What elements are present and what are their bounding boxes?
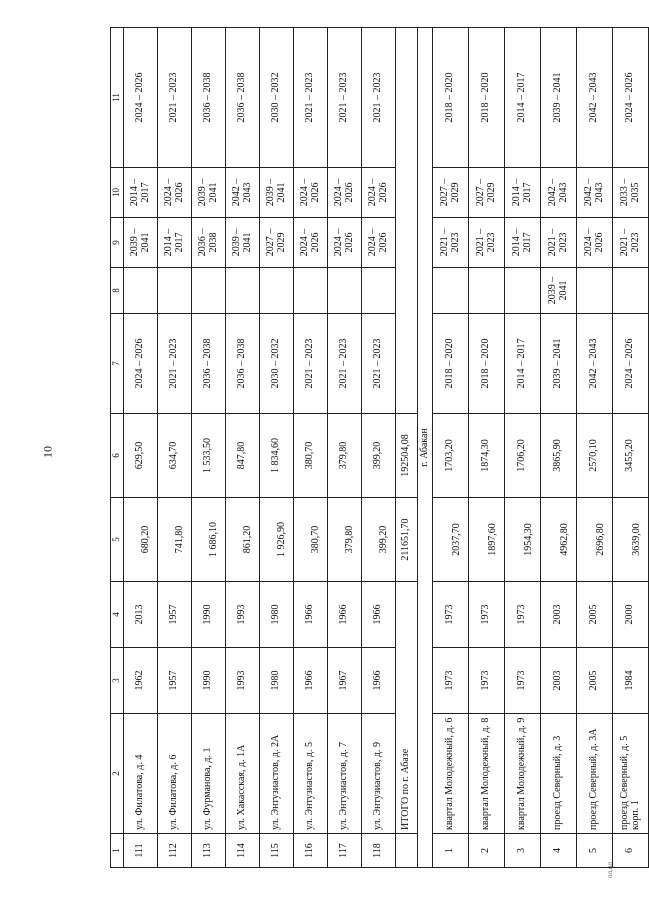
table-row [192,28,226,868]
cell-c8 [158,268,192,314]
cell-c5: 741,80 [158,498,192,582]
cell-addr: ул. Энтузиастов, д. 2А [260,714,294,834]
cell-c5: 1954,30 [505,498,541,582]
cell-c7: 2036 – 2038 [226,314,260,414]
cell-c11: 2018 – 2020 [433,28,469,168]
cell-c9: 2021 – 2023 [469,218,505,268]
column-header: 11 [111,28,124,168]
cell-c9: 2014 – 2017 [158,218,192,268]
cell-c3: 1993 [226,648,260,714]
cell-c4: 1966 [362,582,396,648]
table-row [613,28,649,868]
cell-c5: 399,20 [362,498,396,582]
cell-c11: 2024 – 2026 [124,28,158,168]
cell-c7: 2036 – 2038 [192,314,226,414]
cell-c3: 1973 [433,648,469,714]
cell-c5: 4962,80 [541,498,577,582]
table-row [469,28,505,868]
cell-c6: 1703,20 [433,414,469,498]
cell-c6: 634,70 [158,414,192,498]
cell-addr: проезд Северный, д. 5 корп. 1 [613,714,649,834]
cell-c10: 2042 – 2043 [541,168,577,218]
section-title: г. Абакан [418,28,433,868]
column-header: 5 [111,498,124,582]
cell-c6: 399,20 [362,414,396,498]
cell-c8 [469,268,505,314]
table-header-row [111,28,124,868]
cell-c6: 1874,30 [469,414,505,498]
cell-c8 [124,268,158,314]
cell-c7: 2014 – 2017 [505,314,541,414]
cell-c10: 2024 – 2026 [158,168,192,218]
rotated-table-container [110,28,642,868]
cell-c6: 629,50 [124,414,158,498]
cell-c7: 2018 – 2020 [469,314,505,414]
cell-c10: 2024 – 2026 [328,168,362,218]
cell-c4: 1980 [260,582,294,648]
cell-n: 6 [613,834,649,868]
cell-n: 1 [433,834,469,868]
cell-c5: 2037,70 [433,498,469,582]
column-header: 4 [111,582,124,648]
cell-addr: проезд Северный, д. 3 [541,714,577,834]
cell-c8 [505,268,541,314]
cell-n: 116 [294,834,328,868]
cell-c7: 2030 – 2032 [260,314,294,414]
cell-c3: 1980 [260,648,294,714]
cell-c5: 861,20 [226,498,260,582]
cell-c11: 2036 – 2038 [226,28,260,168]
cell-c11: 2018 – 2020 [469,28,505,168]
column-header: 7 [111,314,124,414]
stamp-mark: ɑɑ,ɑɑ [606,861,614,879]
cell-c8 [433,268,469,314]
cell-c11: 2021 – 2023 [362,28,396,168]
cell-c3: 1966 [294,648,328,714]
cell-c9: 2039 – 2041 [124,218,158,268]
cell-c10: 2024 – 2026 [362,168,396,218]
cell-c9: 2024 – 2026 [577,218,613,268]
cell-c3: 2003 [541,648,577,714]
cell-c8 [613,268,649,314]
column-header: 10 [111,168,124,218]
cell-c8 [328,268,362,314]
cell-c5: 2696,80 [577,498,613,582]
page-number: 10 [40,446,55,458]
cell-addr: ул. Энтузиастов, д. 5 [294,714,328,834]
cell-c11: 2039 – 2041 [541,28,577,168]
cell-n: 113 [192,834,226,868]
cell-c4: 1973 [469,582,505,648]
cell-addr: ул. Хакасская, д. 1А [226,714,260,834]
cell-c3: 1966 [362,648,396,714]
cell-c10: 2039 – 2041 [260,168,294,218]
cell-c9: 2027 – 2029 [260,218,294,268]
cell-c11: 2024 – 2026 [613,28,649,168]
cell-c3: 1990 [192,648,226,714]
table-row [226,28,260,868]
cell-c9: 2024 – 2026 [362,218,396,268]
cell-n: 112 [158,834,192,868]
cell-c6: 2570,10 [577,414,613,498]
cell-c9: 2021 – 2023 [433,218,469,268]
cell-c4: 1990 [192,582,226,648]
table-row [433,28,469,868]
cell-c8 [226,268,260,314]
cell-c5: 1897,60 [469,498,505,582]
cell-c4: 2013 [124,582,158,648]
cell-c6: 1 533,50 [192,414,226,498]
section-row [418,28,433,868]
cell-c4: 1957 [158,582,192,648]
cell-c11: 2021 – 2023 [294,28,328,168]
table-row [328,28,362,868]
cell-c10: 2014 – 2017 [124,168,158,218]
cell-c10: 2033 – 2035 [613,168,649,218]
cell-c5: 379,80 [328,498,362,582]
cell-c8: 2039 – 2041 [541,268,577,314]
cell-c4: 2003 [541,582,577,648]
cell-c3: 1973 [505,648,541,714]
table-row [505,28,541,868]
total-row [396,28,418,868]
table-row [158,28,192,868]
cell-c10: 2014 – 2017 [505,168,541,218]
cell-addr: квартал Молодежный, д. 9 [505,714,541,834]
cell-c6: 380,70 [294,414,328,498]
cell-c10: 2042 – 2043 [577,168,613,218]
cell-n: 3 [505,834,541,868]
cell-c8 [260,268,294,314]
cell-n: 117 [328,834,362,868]
column-header: 3 [111,648,124,714]
cell-c3: 1957 [158,648,192,714]
cell-c6: 847,80 [226,414,260,498]
cell-c8 [577,268,613,314]
cell-c11: 2021 – 2023 [158,28,192,168]
total-area-total: 211651,70 [396,498,418,582]
cell-c4: 1973 [505,582,541,648]
cell-c4: 2005 [577,582,613,648]
cell-c3: 1984 [613,648,649,714]
cell-c6: 3865,90 [541,414,577,498]
cell-c4: 1966 [294,582,328,648]
cell-c4: 1966 [328,582,362,648]
cell-c11: 2036 – 2038 [192,28,226,168]
cell-c9: 2036 – 2038 [192,218,226,268]
column-header: 6 [111,414,124,498]
table-row [362,28,396,868]
cell-c6: 1 834,60 [260,414,294,498]
cell-c7: 2039 – 2041 [541,314,577,414]
housing-register-table [110,27,649,868]
cell-c7: 2021 – 2023 [328,314,362,414]
table-row [294,28,328,868]
cell-addr: ул. Филатова, д. 4 [124,714,158,834]
cell-c8 [362,268,396,314]
cell-addr: ул. Энтузиастов, д. 7 [328,714,362,834]
cell-c7: 2021 – 2023 [294,314,328,414]
cell-c4: 2000 [613,582,649,648]
cell-c3: 2005 [577,648,613,714]
cell-c5: 3639,00 [613,498,649,582]
cell-c11: 2030 – 2032 [260,28,294,168]
cell-c5: 680,20 [124,498,158,582]
column-header: 2 [111,714,124,834]
cell-c3: 1962 [124,648,158,714]
cell-c6: 1706,20 [505,414,541,498]
cell-c11: 2021 – 2023 [328,28,362,168]
cell-c8 [192,268,226,314]
cell-c9: 2021 – 2023 [541,218,577,268]
cell-c5: 380,70 [294,498,328,582]
cell-c9: 2039 – 2041 [226,218,260,268]
cell-c7: 2021 – 2023 [362,314,396,414]
column-header: 1 [111,834,124,868]
cell-c7: 2042 – 2043 [577,314,613,414]
column-header: 9 [111,218,124,268]
cell-c10: 2042 – 2043 [226,168,260,218]
total-label: ИТОГО по г. Абазе [396,582,418,834]
cell-c3: 1973 [469,648,505,714]
table-row [124,28,158,868]
table-row [260,28,294,868]
cell-addr: квартал Молодежный, д. 6 [433,714,469,834]
cell-empty [396,834,418,868]
cell-n: 118 [362,834,396,868]
cell-c6: 379,80 [328,414,362,498]
cell-addr: проезд Северный, д. 3А [577,714,613,834]
cell-addr: квартал Молодежный, д. 8 [469,714,505,834]
cell-n: 111 [124,834,158,868]
cell-n: 5 [577,834,613,868]
cell-addr: ул. Энтузиастов, д. 9 [362,714,396,834]
cell-c4: 1973 [433,582,469,648]
cell-c11: 2014 – 2017 [505,28,541,168]
cell-c10: 2027 – 2029 [433,168,469,218]
cell-empty [396,28,418,414]
cell-c7: 2021 – 2023 [158,314,192,414]
cell-c6: 3455,20 [613,414,649,498]
cell-c9: 2024 – 2026 [328,218,362,268]
cell-addr: ул. Филатова, д. 6 [158,714,192,834]
table-row [541,28,577,868]
cell-c9: 2014 – 2017 [505,218,541,268]
cell-c7: 2018 – 2020 [433,314,469,414]
table-row [577,28,613,868]
cell-c3: 1967 [328,648,362,714]
cell-n: 115 [260,834,294,868]
cell-c9: 2021 – 2023 [613,218,649,268]
cell-n: 114 [226,834,260,868]
cell-c7: 2024 – 2026 [124,314,158,414]
total-area-living: 192504,08 [396,414,418,498]
cell-c10: 2039 – 2041 [192,168,226,218]
cell-c9: 2024 – 2026 [294,218,328,268]
cell-c8 [294,268,328,314]
cell-c11: 2042 – 2043 [577,28,613,168]
cell-c10: 2024 – 2026 [294,168,328,218]
cell-addr: ул. Фурманова, д. 1 [192,714,226,834]
cell-c5: 1 686,10 [192,498,226,582]
cell-c5: 1 926,90 [260,498,294,582]
cell-c10: 2027 – 2029 [469,168,505,218]
column-header: 8 [111,268,124,314]
cell-c7: 2024 – 2026 [613,314,649,414]
cell-c4: 1993 [226,582,260,648]
cell-n: 4 [541,834,577,868]
cell-n: 2 [469,834,505,868]
